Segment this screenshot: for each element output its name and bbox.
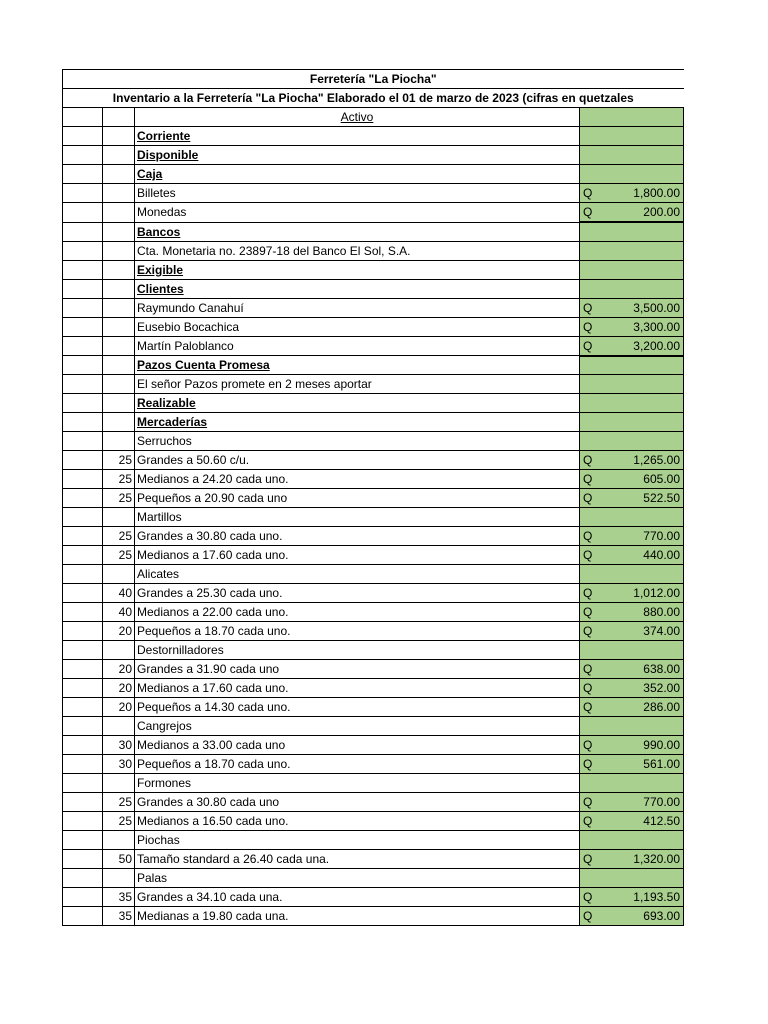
amount-wrapper: [583, 736, 680, 754]
amount-cell[interactable]: [580, 241, 684, 260]
table-row: [63, 565, 684, 584]
amount-value: 286.00: [643, 700, 680, 714]
description-cell[interactable]: Raymundo Canahuí: [135, 298, 580, 317]
amount-wrapper: [583, 812, 680, 830]
amount-cell[interactable]: [580, 489, 684, 508]
table-row: [63, 317, 684, 336]
amount-cell[interactable]: [580, 698, 684, 717]
amount-wrapper: [583, 907, 680, 925]
section-heading-cell[interactable]: Exigible: [135, 260, 580, 279]
quantity-cell[interactable]: 25: [103, 793, 135, 812]
currency-symbol: Q: [583, 548, 593, 562]
currency-symbol: Q: [583, 852, 593, 866]
currency-symbol: Q: [583, 205, 593, 219]
table-row: [63, 546, 684, 565]
description-cell[interactable]: Grandes a 31.90 cada uno: [135, 660, 580, 679]
quantity-cell[interactable]: [103, 184, 135, 203]
description-cell[interactable]: Medianas a 19.80 cada una.: [135, 907, 580, 926]
amount-cell[interactable]: [580, 774, 684, 793]
amount-cell[interactable]: [580, 812, 684, 831]
currency-symbol: Q: [583, 338, 593, 353]
currency-symbol: Q: [583, 624, 593, 638]
description-cell[interactable]: Grandes a 30.80 cada uno.: [135, 527, 580, 546]
blank-cell[interactable]: [63, 641, 103, 660]
description-cell[interactable]: Pequeños a 20.90 cada uno: [135, 489, 580, 508]
amount-wrapper: [583, 451, 680, 469]
blank-cell[interactable]: [63, 432, 103, 451]
sheet-title[interactable]: Ferretería "La Piocha": [63, 70, 684, 89]
section-heading-cell[interactable]: Bancos: [135, 222, 580, 241]
group-label-cell[interactable]: Serruchos: [135, 432, 580, 451]
blank-cell[interactable]: [63, 717, 103, 736]
amount-wrapper: [583, 755, 680, 773]
table-row: [63, 641, 684, 660]
amount-cell[interactable]: [580, 907, 684, 926]
amount-value: 638.00: [643, 662, 680, 676]
amount-cell[interactable]: [580, 641, 684, 660]
blank-cell[interactable]: [63, 260, 103, 279]
blank-cell[interactable]: [63, 660, 103, 679]
currency-symbol: Q: [583, 453, 593, 467]
table-row: [63, 127, 684, 146]
blank-cell[interactable]: [63, 907, 103, 926]
blank-cell[interactable]: [63, 812, 103, 831]
currency-symbol: Q: [583, 795, 593, 809]
amount-cell[interactable]: [580, 356, 684, 375]
table-row: [63, 679, 684, 698]
table-row: [63, 793, 684, 812]
quantity-cell[interactable]: [103, 336, 135, 356]
blank-cell[interactable]: [63, 774, 103, 793]
amount-cell[interactable]: [580, 869, 684, 888]
table-row: [63, 298, 684, 317]
quantity-cell[interactable]: [103, 317, 135, 336]
quantity-cell[interactable]: 40: [103, 584, 135, 603]
description-cell[interactable]: Pequeños a 18.70 cada uno.: [135, 755, 580, 774]
quantity-cell[interactable]: 20: [103, 698, 135, 717]
description-cell[interactable]: Medianos a 17.60 cada uno.: [135, 679, 580, 698]
currency-symbol: Q: [583, 890, 593, 904]
amount-wrapper: [583, 318, 680, 336]
currency-symbol: Q: [583, 491, 593, 505]
quantity-cell[interactable]: 25: [103, 470, 135, 489]
blank-cell[interactable]: [63, 451, 103, 470]
blank-cell[interactable]: [63, 888, 103, 907]
table-row: [63, 755, 684, 774]
blank-cell[interactable]: [63, 317, 103, 336]
blank-cell[interactable]: [63, 584, 103, 603]
amount-cell[interactable]: [580, 108, 684, 127]
table-row: [63, 831, 684, 850]
blank-cell[interactable]: [63, 565, 103, 584]
description-cell[interactable]: Grandes a 30.80 cada uno: [135, 793, 580, 812]
amount-value: 3,500.00: [633, 300, 680, 315]
table-row: [63, 622, 684, 641]
table-row: [63, 774, 684, 793]
amount-cell[interactable]: [580, 317, 684, 336]
amount-cell[interactable]: [580, 508, 684, 527]
amount-cell[interactable]: [580, 394, 684, 413]
amount-value: 561.00: [643, 757, 680, 771]
section-heading-cell[interactable]: Pazos Cuenta Promesa: [135, 356, 580, 375]
quantity-cell[interactable]: [103, 394, 135, 413]
amount-value: 1,012.00: [633, 586, 680, 600]
description-cell[interactable]: Activo: [135, 108, 580, 127]
quantity-cell[interactable]: 25: [103, 527, 135, 546]
group-label-cell[interactable]: Cangrejos: [135, 717, 580, 736]
amount-value: 770.00: [643, 529, 680, 543]
description-cell[interactable]: Grandes a 34.10 cada una.: [135, 888, 580, 907]
quantity-cell[interactable]: [103, 831, 135, 850]
quantity-cell[interactable]: [103, 241, 135, 260]
blank-cell[interactable]: [63, 298, 103, 317]
blank-cell[interactable]: [63, 679, 103, 698]
blank-cell[interactable]: [63, 831, 103, 850]
table-row: [63, 108, 684, 127]
table-row: [63, 508, 684, 527]
blank-cell[interactable]: [63, 527, 103, 546]
blank-cell[interactable]: [63, 698, 103, 717]
section-heading-cell[interactable]: Caja: [135, 165, 580, 184]
amount-wrapper: [583, 698, 680, 716]
amount-wrapper: [583, 679, 680, 697]
blank-cell[interactable]: [63, 394, 103, 413]
amount-cell[interactable]: [580, 679, 684, 698]
amount-cell[interactable]: [580, 260, 684, 279]
amount-wrapper: [583, 793, 680, 811]
amount-cell[interactable]: [580, 432, 684, 451]
subtitle-row: [63, 89, 684, 108]
description-cell[interactable]: Grandes a 50.60 c/u.: [135, 451, 580, 470]
blank-cell[interactable]: [63, 279, 103, 298]
quantity-cell[interactable]: 25: [103, 546, 135, 565]
quantity-cell[interactable]: 40: [103, 603, 135, 622]
description-cell[interactable]: Pequeños a 14.30 cada uno.: [135, 698, 580, 717]
table-row: [63, 470, 684, 489]
currency-symbol: Q: [583, 605, 593, 619]
blank-cell[interactable]: [63, 184, 103, 203]
table-row: [63, 279, 684, 298]
table-row: [63, 717, 684, 736]
amount-cell[interactable]: [580, 470, 684, 489]
blank-cell[interactable]: [63, 127, 103, 146]
sheet-subtitle[interactable]: Inventario a la Ferretería "La Piocha" Elaborado el 01 de marzo de 2023 (cifras en quetzales: [63, 89, 684, 108]
quantity-cell[interactable]: [103, 774, 135, 793]
amount-wrapper: [583, 337, 680, 355]
table-row: [63, 336, 684, 356]
amount-cell[interactable]: [580, 165, 684, 184]
table-row: [63, 146, 684, 165]
amount-value: 374.00: [643, 624, 680, 638]
blank-cell[interactable]: [63, 108, 103, 127]
currency-symbol: Q: [583, 319, 593, 334]
amount-cell[interactable]: [580, 375, 684, 394]
quantity-cell[interactable]: 50: [103, 850, 135, 869]
quantity-cell[interactable]: 30: [103, 736, 135, 755]
description-cell[interactable]: Medianos a 17.60 cada uno.: [135, 546, 580, 565]
amount-value: 693.00: [643, 909, 680, 923]
amount-wrapper: [583, 603, 680, 621]
group-label-cell[interactable]: Formones: [135, 774, 580, 793]
quantity-cell[interactable]: 25: [103, 451, 135, 470]
table-row: [63, 394, 684, 413]
amount-wrapper: [583, 489, 680, 507]
inventory-sheet: [62, 69, 684, 926]
blank-cell[interactable]: [63, 165, 103, 184]
section-heading-cell[interactable]: Realizable: [135, 394, 580, 413]
amount-wrapper: [583, 299, 680, 317]
amount-value: 1,193.50: [633, 890, 680, 904]
quantity-cell[interactable]: [103, 641, 135, 660]
quantity-cell[interactable]: [103, 565, 135, 584]
section-heading-cell[interactable]: Disponible: [135, 146, 580, 165]
description-cell[interactable]: Tamaño standard a 26.40 cada una.: [135, 850, 580, 869]
blank-cell[interactable]: [63, 241, 103, 260]
amount-value: 605.00: [643, 472, 680, 486]
amount-value: 412.50: [643, 814, 680, 828]
amount-cell[interactable]: [580, 546, 684, 565]
quantity-cell[interactable]: [103, 375, 135, 394]
amount-wrapper: [583, 660, 680, 678]
quantity-cell[interactable]: 20: [103, 622, 135, 641]
amount-value: 770.00: [643, 795, 680, 809]
amount-cell[interactable]: [580, 850, 684, 869]
amount-value: 3,200.00: [633, 338, 680, 353]
group-label-cell[interactable]: Destornilladores: [135, 641, 580, 660]
blank-cell[interactable]: [63, 470, 103, 489]
table-row: [63, 812, 684, 831]
amount-cell[interactable]: [580, 336, 684, 356]
blank-cell[interactable]: [63, 336, 103, 356]
table-row: [63, 375, 684, 394]
quantity-cell[interactable]: 35: [103, 907, 135, 926]
blank-cell[interactable]: [63, 413, 103, 432]
table-row: [63, 489, 684, 508]
quantity-cell[interactable]: [103, 222, 135, 241]
amount-cell[interactable]: [580, 622, 684, 641]
amount-value: 522.50: [643, 491, 680, 505]
amount-value: 1,800.00: [633, 186, 680, 200]
description-cell[interactable]: Monedas: [135, 203, 580, 223]
amount-value: 1,265.00: [633, 453, 680, 467]
quantity-cell[interactable]: [103, 203, 135, 223]
quantity-cell[interactable]: [103, 108, 135, 127]
currency-symbol: Q: [583, 909, 593, 923]
table-row: [63, 660, 684, 679]
amount-cell[interactable]: [580, 755, 684, 774]
amount-cell[interactable]: [580, 660, 684, 679]
amount-value: 880.00: [643, 605, 680, 619]
table-row: [63, 698, 684, 717]
section-heading-cell[interactable]: Mercaderías: [135, 413, 580, 432]
currency-symbol: Q: [583, 586, 593, 600]
amount-wrapper: [583, 888, 680, 906]
amount-cell[interactable]: [580, 603, 684, 622]
section-heading-cell[interactable]: Clientes: [135, 279, 580, 298]
blank-cell[interactable]: [63, 869, 103, 888]
quantity-cell[interactable]: [103, 127, 135, 146]
table-row: [63, 203, 684, 223]
amount-cell[interactable]: [580, 127, 684, 146]
table-row: [63, 165, 684, 184]
amount-cell[interactable]: [580, 203, 684, 223]
table-row: [63, 260, 684, 279]
blank-cell[interactable]: [63, 508, 103, 527]
amount-cell[interactable]: [580, 831, 684, 850]
amount-value: 352.00: [643, 681, 680, 695]
quantity-cell[interactable]: [103, 260, 135, 279]
amount-value: 440.00: [643, 548, 680, 562]
amount-value: 200.00: [643, 205, 680, 219]
quantity-cell[interactable]: [103, 165, 135, 184]
amount-wrapper: [583, 527, 680, 545]
title-row: [63, 70, 684, 89]
quantity-cell[interactable]: 20: [103, 660, 135, 679]
quantity-cell[interactable]: 25: [103, 812, 135, 831]
blank-cell[interactable]: [63, 203, 103, 223]
quantity-cell[interactable]: [103, 356, 135, 375]
amount-value: 3,300.00: [633, 319, 680, 334]
table-row: [63, 736, 684, 755]
description-cell[interactable]: El señor Pazos promete en 2 meses aportar: [135, 375, 580, 394]
table-row: [63, 527, 684, 546]
amount-cell[interactable]: [580, 184, 684, 203]
amount-cell[interactable]: [580, 413, 684, 432]
blank-cell[interactable]: [63, 755, 103, 774]
amount-cell[interactable]: [580, 146, 684, 165]
quantity-cell[interactable]: [103, 279, 135, 298]
description-cell[interactable]: Martín Paloblanco: [135, 336, 580, 356]
description-cell[interactable]: Eusebio Bocachica: [135, 317, 580, 336]
quantity-cell[interactable]: 20: [103, 679, 135, 698]
group-label-cell[interactable]: Alicates: [135, 565, 580, 584]
currency-symbol: Q: [583, 662, 593, 676]
table-row: [63, 356, 684, 375]
description-cell[interactable]: Cta. Monetaria no. 23897-18 del Banco El Sol, S.A.: [135, 241, 580, 260]
currency-symbol: Q: [583, 738, 593, 752]
table-row: [63, 888, 684, 907]
quantity-cell[interactable]: [103, 413, 135, 432]
amount-cell[interactable]: [580, 298, 684, 317]
blank-cell[interactable]: [63, 793, 103, 812]
group-label-cell[interactable]: Piochas: [135, 831, 580, 850]
amount-wrapper: [583, 470, 680, 488]
amount-cell[interactable]: [580, 717, 684, 736]
amount-cell[interactable]: [580, 584, 684, 603]
quantity-cell[interactable]: [103, 298, 135, 317]
currency-symbol: Q: [583, 472, 593, 486]
section-heading-cell[interactable]: Corriente: [135, 127, 580, 146]
table-row: [63, 907, 684, 926]
quantity-cell[interactable]: 30: [103, 755, 135, 774]
amount-cell[interactable]: [580, 736, 684, 755]
quantity-cell[interactable]: 35: [103, 888, 135, 907]
amount-value: 990.00: [643, 738, 680, 752]
amount-wrapper: [583, 584, 680, 602]
quantity-cell[interactable]: 25: [103, 489, 135, 508]
currency-symbol: Q: [583, 529, 593, 543]
amount-cell[interactable]: [580, 565, 684, 584]
table-row: [63, 869, 684, 888]
currency-symbol: Q: [583, 814, 593, 828]
quantity-cell[interactable]: [103, 508, 135, 527]
amount-cell[interactable]: [580, 888, 684, 907]
blank-cell[interactable]: [63, 736, 103, 755]
description-cell[interactable]: Medianos a 16.50 cada uno.: [135, 812, 580, 831]
description-cell[interactable]: Pequeños a 18.70 cada uno.: [135, 622, 580, 641]
amount-wrapper: [583, 622, 680, 640]
amount-cell[interactable]: [580, 222, 684, 241]
description-cell[interactable]: Medianos a 24.20 cada uno.: [135, 470, 580, 489]
blank-cell[interactable]: [63, 850, 103, 869]
table-row: [63, 222, 684, 241]
group-label-cell[interactable]: Palas: [135, 869, 580, 888]
blank-cell[interactable]: [63, 489, 103, 508]
currency-symbol: Q: [583, 300, 593, 315]
currency-symbol: Q: [583, 681, 593, 695]
amount-wrapper: [583, 184, 680, 202]
quantity-cell[interactable]: [103, 432, 135, 451]
table-row: [63, 451, 684, 470]
quantity-cell[interactable]: [103, 869, 135, 888]
description-cell[interactable]: Grandes a 25.30 cada uno.: [135, 584, 580, 603]
group-label-cell[interactable]: Martillos: [135, 508, 580, 527]
table-row: [63, 432, 684, 451]
blank-cell[interactable]: [63, 222, 103, 241]
quantity-cell[interactable]: [103, 146, 135, 165]
inventory-table-body: [63, 70, 684, 926]
blank-cell[interactable]: [63, 146, 103, 165]
amount-wrapper: [583, 850, 680, 868]
quantity-cell[interactable]: [103, 717, 135, 736]
currency-symbol: Q: [583, 700, 593, 714]
blank-cell[interactable]: [63, 622, 103, 641]
table-row: [63, 603, 684, 622]
currency-symbol: Q: [583, 186, 593, 200]
amount-cell[interactable]: [580, 793, 684, 812]
table-row: [63, 584, 684, 603]
amount-value: 1,320.00: [633, 852, 680, 866]
blank-cell[interactable]: [63, 546, 103, 565]
amount-wrapper: [583, 203, 680, 221]
description-cell[interactable]: Medianos a 33.00 cada uno: [135, 736, 580, 755]
table-row: [63, 241, 684, 260]
amount-cell[interactable]: [580, 279, 684, 298]
table-row: [63, 850, 684, 869]
table-row: [63, 184, 684, 203]
amount-cell[interactable]: [580, 527, 684, 546]
table-row: [63, 413, 684, 432]
description-cell[interactable]: Medianos a 22.00 cada uno.: [135, 603, 580, 622]
description-cell[interactable]: Billetes: [135, 184, 580, 203]
amount-wrapper: [583, 546, 680, 564]
blank-cell[interactable]: [63, 375, 103, 394]
blank-cell[interactable]: [63, 603, 103, 622]
blank-cell[interactable]: [63, 356, 103, 375]
amount-cell[interactable]: [580, 451, 684, 470]
currency-symbol: Q: [583, 757, 593, 771]
